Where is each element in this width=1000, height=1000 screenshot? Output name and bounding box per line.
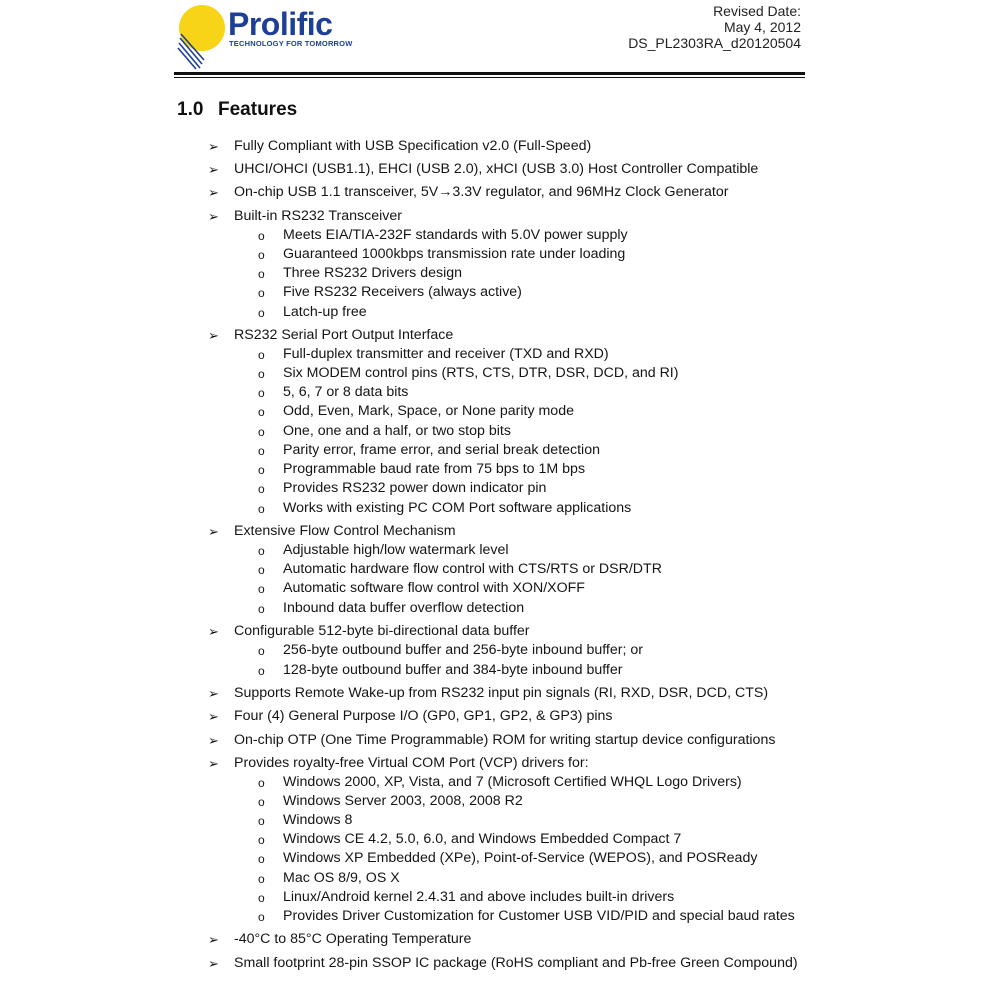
- sub-feature-text: Guaranteed 1000kbps transmission rate under loading: [283, 246, 626, 262]
- circle-bullet-icon: o: [258, 444, 265, 458]
- feature-text: -40°C to 85°C Operating Temperature: [234, 931, 472, 947]
- circle-bullet-icon: o: [258, 248, 265, 262]
- circle-bullet-icon: o: [258, 367, 265, 381]
- sub-feature-text: Automatic software flow control with XON/XOFF: [283, 580, 585, 596]
- circle-bullet-icon: o: [258, 563, 265, 577]
- sub-feature-text: One, one and a half, or two stop bits: [283, 423, 511, 439]
- circle-bullet-icon: o: [258, 872, 265, 886]
- feature-text: Provides royalty-free Virtual COM Port (VCP) drivers for:: [234, 755, 589, 771]
- circle-bullet-icon: o: [258, 833, 265, 847]
- sub-feature-text: Windows XP Embedded (XPe), Point-of-Service (WEPOS), and POSReady: [283, 850, 758, 866]
- circle-bullet-icon: o: [258, 348, 265, 362]
- feature-text: UHCI/OHCI (USB1.1), EHCI (USB 2.0), xHCI (USB 3.0) Host Controller Compatible: [234, 161, 759, 177]
- feature-text: Supports Remote Wake-up from RS232 input pin signals (RI, RXD, DSR, DCD, CTS): [234, 685, 769, 701]
- feature-text: Small footprint 28-pin SSOP IC package (RoHS compliant and Pb-free Green Compound): [234, 955, 798, 971]
- sub-feature-text: Windows CE 4.2, 5.0, 6.0, and Windows Embedded Compact 7: [283, 831, 682, 847]
- arrow-bullet-icon: ➢: [208, 709, 219, 724]
- circle-bullet-icon: o: [258, 306, 265, 320]
- circle-bullet-icon: o: [258, 482, 265, 496]
- circle-bullet-icon: o: [258, 891, 265, 905]
- circle-bullet-icon: o: [258, 664, 265, 678]
- circle-bullet-icon: o: [258, 502, 265, 516]
- circle-bullet-icon: o: [258, 814, 265, 828]
- arrow-bullet-icon: ➢: [208, 932, 219, 947]
- sub-feature-text: Adjustable high/low watermark level: [283, 542, 509, 558]
- revised-date: May 4, 2012: [723, 19, 801, 35]
- arrow-bullet-icon: ➢: [208, 524, 219, 539]
- feature-text: On-chip USB 1.1 transceiver, 5V→3.3V regulator, and 96MHz Clock Generator: [234, 184, 729, 200]
- circle-bullet-icon: o: [258, 852, 265, 866]
- feature-text: Extensive Flow Control Mechanism: [234, 523, 456, 539]
- sub-feature-text: Automatic hardware flow control with CTS/RTS or DSR/DTR: [283, 561, 662, 577]
- arrow-bullet-icon: ➢: [208, 209, 219, 224]
- sub-feature-text: Windows 8: [283, 812, 353, 828]
- sub-feature-text: 128-byte outbound buffer and 384-byte inbound buffer: [283, 662, 623, 678]
- section-title: Features: [218, 99, 298, 120]
- circle-bullet-icon: o: [258, 644, 265, 658]
- feature-text: Built-in RS232 Transceiver: [234, 208, 402, 224]
- sub-feature-text: Windows Server 2003, 2008, 2008 R2: [283, 793, 523, 809]
- arrow-bullet-icon: ➢: [208, 185, 219, 200]
- arrow-bullet-icon: ➢: [208, 956, 219, 971]
- circle-bullet-icon: o: [258, 425, 265, 439]
- sub-feature-text: 256-byte outbound buffer and 256-byte inbound buffer; or: [283, 642, 643, 658]
- sub-feature-text: 5, 6, 7 or 8 data bits: [283, 384, 409, 400]
- revised-label: Revised Date:: [713, 3, 801, 19]
- circle-bullet-icon: o: [258, 463, 265, 477]
- circle-bullet-icon: o: [258, 544, 265, 558]
- circle-bullet-icon: o: [258, 405, 265, 419]
- circle-bullet-icon: o: [258, 776, 265, 790]
- circle-bullet-icon: o: [258, 795, 265, 809]
- circle-bullet-icon: o: [258, 386, 265, 400]
- arrow-bullet-icon: ➢: [208, 328, 219, 343]
- arrow-bullet-icon: ➢: [208, 756, 219, 771]
- sub-feature-text: Programmable baud rate from 75 bps to 1M bps: [283, 461, 586, 477]
- sub-feature-text: Latch-up free: [283, 304, 367, 320]
- section-number: 1.0: [177, 99, 204, 120]
- feature-text: Configurable 512-byte bi-directional data buffer: [234, 623, 530, 639]
- sub-feature-text: Six MODEM control pins (RTS, CTS, DTR, DSR, DCD, and RI): [283, 365, 679, 381]
- circle-bullet-icon: o: [258, 267, 265, 281]
- sub-feature-text: Provides RS232 power down indicator pin: [283, 480, 547, 496]
- arrow-bullet-icon: ➢: [208, 733, 219, 748]
- circle-bullet-icon: o: [258, 582, 265, 596]
- logo-tagline: TECHNOLOGY FOR TOMORROW: [229, 39, 353, 48]
- sub-feature-text: Mac OS 8/9, OS X: [283, 870, 400, 886]
- arrow-bullet-icon: ➢: [208, 624, 219, 639]
- logo-wordmark: Prolific: [228, 6, 333, 42]
- sub-feature-text: Odd, Even, Mark, Space, or None parity mode: [283, 403, 574, 419]
- sub-feature-text: Five RS232 Receivers (always active): [283, 284, 522, 300]
- document-id: DS_PL2303RA_d20120504: [628, 35, 801, 51]
- sub-feature-text: Three RS232 Drivers design: [283, 265, 462, 281]
- sub-feature-text: Inbound data buffer overflow detection: [283, 600, 525, 616]
- sub-feature-text: Windows 2000, XP, Vista, and 7 (Microsoft Certified WHQL Logo Drivers): [283, 774, 742, 790]
- arrow-bullet-icon: ➢: [208, 139, 219, 154]
- sub-feature-text: Full-duplex transmitter and receiver (TXD and RXD): [283, 346, 609, 362]
- sub-feature-text: Works with existing PC COM Port software applications: [283, 500, 632, 516]
- sub-feature-text: Meets EIA/TIA-232F standards with 5.0V power supply: [283, 227, 628, 243]
- sub-feature-text: Linux/Android kernel 2.4.31 and above includes built-in drivers: [283, 889, 675, 905]
- arrow-bullet-icon: ➢: [208, 162, 219, 177]
- circle-bullet-icon: o: [258, 910, 265, 924]
- arrow-bullet-icon: ➢: [208, 686, 219, 701]
- circle-bullet-icon: o: [258, 602, 265, 616]
- circle-bullet-icon: o: [258, 229, 265, 243]
- feature-text: On-chip OTP (One Time Programmable) ROM for writing startup device configurations: [234, 732, 776, 748]
- feature-text: Four (4) General Purpose I/O (GP0, GP1, GP2, & GP3) pins: [234, 708, 613, 724]
- feature-text: RS232 Serial Port Output Interface: [234, 327, 454, 343]
- circle-bullet-icon: o: [258, 286, 265, 300]
- feature-text: Fully Compliant with USB Specification v2.0 (Full-Speed): [234, 138, 592, 154]
- sub-feature-text: Parity error, frame error, and serial break detection: [283, 442, 600, 458]
- sub-feature-text: Provides Driver Customization for Customer USB VID/PID and special baud rates: [283, 908, 795, 924]
